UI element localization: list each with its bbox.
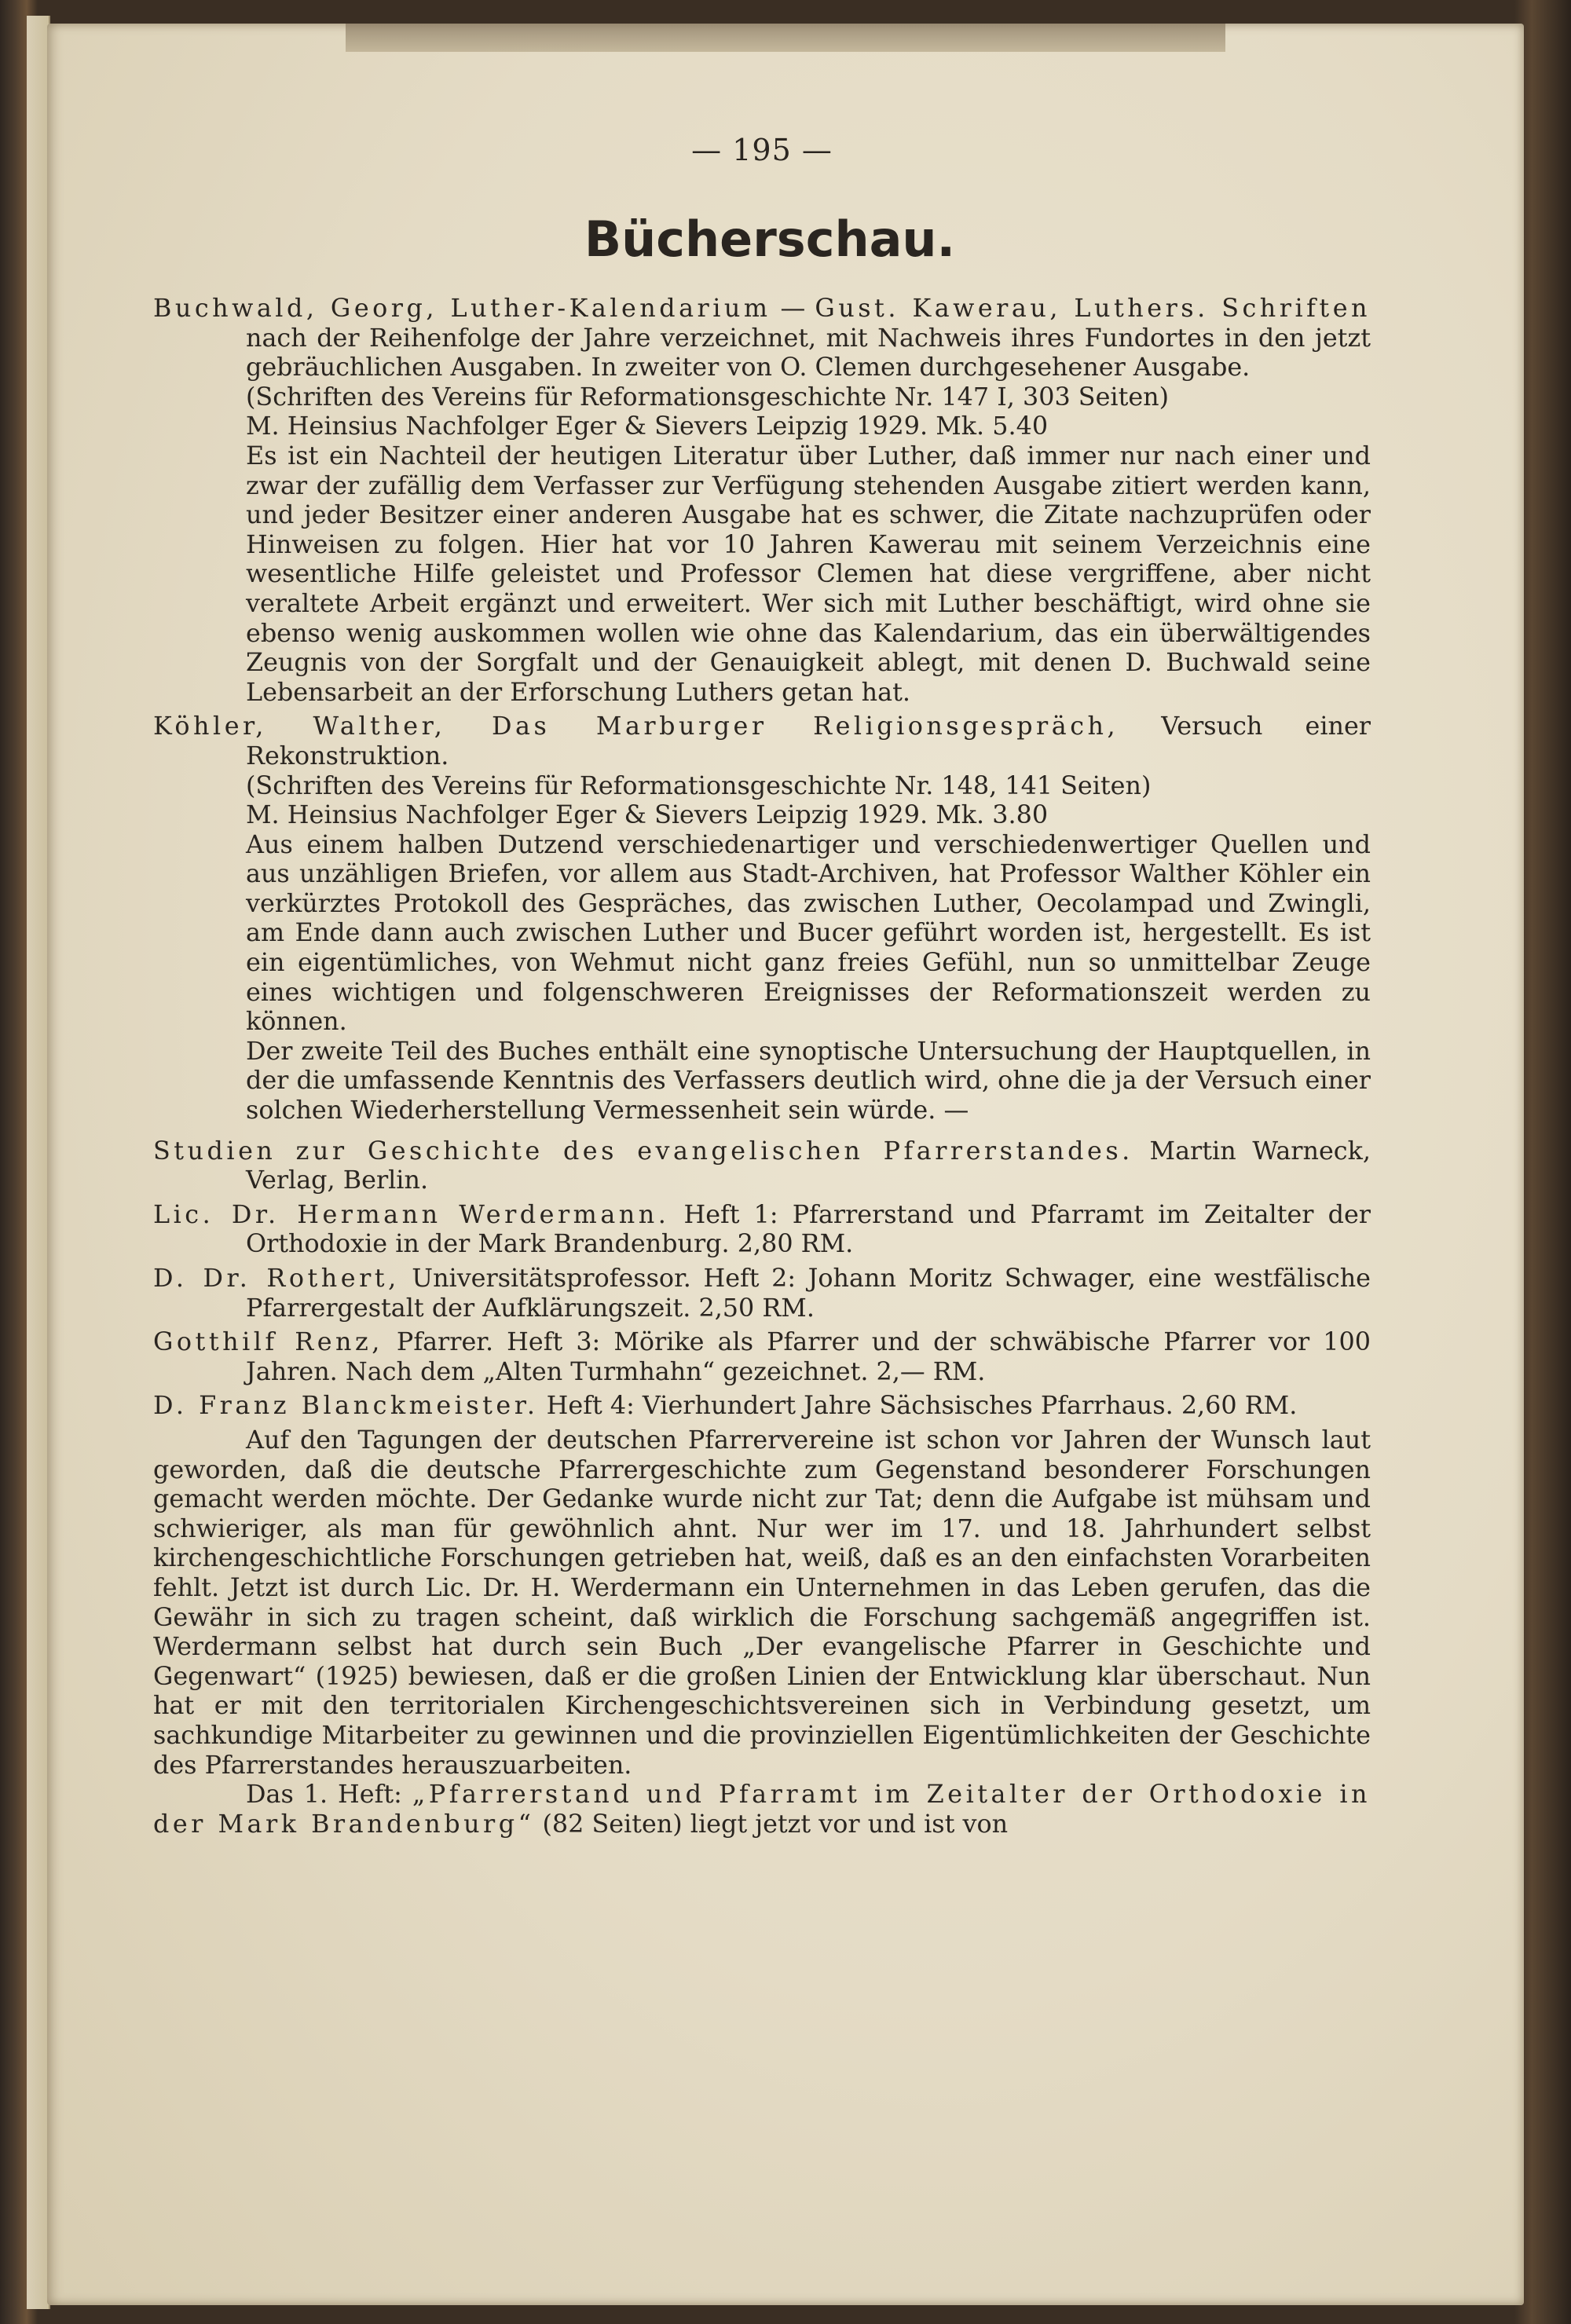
series-item-author: Lic. Dr. Hermann Werdermann. bbox=[153, 1199, 670, 1229]
series-publisher: Martin Warneck, Verlag, Berlin. bbox=[246, 1136, 1371, 1195]
review-series: (Schriften des Vereins für Reformationsgeschichte Nr. 148, 141 Seiten) bbox=[246, 770, 1152, 800]
series-item bbox=[153, 1264, 1371, 1323]
series-item-text: Pfarrer. Heft 3: Mörike als Pfarrer und der schwäbische Pfarrer vor 100 Jahren. Nach dem „Alten Turmhahn“ gezeichnet. 2,— RM. bbox=[246, 1327, 1371, 1386]
section-title: Bücherschau. bbox=[584, 210, 956, 268]
series-item-text: Heft 1: Pfarrerstand und Pfarramt im Zeitalter der Orthodoxie in der Mark Brandenburg. 2,80 RM. bbox=[246, 1199, 1371, 1259]
review-buchwald bbox=[153, 294, 1371, 707]
series-item bbox=[153, 1391, 1371, 1421]
review-dash: — bbox=[771, 294, 815, 323]
review-heading bbox=[153, 712, 1371, 770]
page-text bbox=[153, 134, 1371, 1839]
page-number: — 195 — bbox=[691, 133, 833, 167]
review-koehler bbox=[153, 712, 1371, 1125]
review-text: Aus einem halben Dutzend verschiedenartiger und verschiedenwertiger Quellen und aus unzähligen Briefen, vor allem aus Stadt-Archiven, hat Professor Walther Köhler ein verkürztes Protokoll des Gespräches, das zwischen Luther, Oecolampad und Zwingli, am Ende dann auch zwischen Luther und Bucer geführt worden ist, hergestellt. Es ist ein eigentümliches, von Wehmut nicht ganz freies Gefühl, nun so unmittelbar Zeuge eines wichtigen und folgenschweren Ereignisses der Reformationszeit werden zu können. bbox=[246, 829, 1371, 1037]
series-paragraph bbox=[153, 1780, 1371, 1839]
series-paragraph-title: „Pfarrerstand und Pfarramt im Zeitalter der Orthodoxie in der Mark Brandenburg“ bbox=[153, 1780, 1371, 1839]
review-text: Es ist ein Nachteil der heutigen Literatur über Luther, daß immer nur nach einer und zwar der zufällig dem Verfasser zur Verfügung stehenden Ausgabe zitiert werden kann, und jeder Besitzer einer anderen Ausgabe hat es schwer, die Zitate nachzuprüfen oder Hinweisen zu folgen. Hier hat vor 10 Jahren Kawerau mit seinem Verzeichnis eine wesentliche Hilfe geleistet und Professor Clemen hat diese vergriffene, aber nicht veraltete Arbeit ergänzt und erweitert. Wer sich mit Luther beschäftigt, wird ohne sie ebenso wenig auskommen wollen wie ohne das Kalendarium, das ein überwältigendes Zeugnis von der Sorgfalt und der Genauigkeit ablegt, mit denen D. Buchwald seine Lebensarbeit an der Erforschung Luthers getan hat. bbox=[246, 441, 1371, 707]
series-item bbox=[153, 1327, 1371, 1386]
series-title: Studien zur Geschichte des evangelischen Pfarrerstandes. bbox=[153, 1136, 1133, 1166]
review-author: Buchwald, Georg, Luther-Kalendarium bbox=[153, 294, 771, 323]
review-description: nach der Reihenfolge der Jahre verzeichnet, mit Nachweis ihres Fundortes in den jetzt gebräuchlichen Ausgaben. In zweiter von O. Clemen durchgesehener Ausgabe. bbox=[246, 323, 1371, 382]
series-item-text: Heft 4: Vierhundert Jahre Sächsisches Pfarrhaus. 2,60 RM. bbox=[538, 1391, 1298, 1421]
series-item-author: D. Dr. Rothert, bbox=[153, 1264, 400, 1293]
review-text: Der zweite Teil des Buches enthält eine synoptische Untersuchung der Hauptquellen, in der die umfassende Kenntnis des Verfassers deutlich wird, ohne die ja der Versuch einer solchen Wiederherstellung Vermessenheit sein würde. — bbox=[246, 1036, 1371, 1125]
series-paragraph: Auf den Tagungen der deutschen Pfarrervereine ist schon vor Jahren der Wunsch laut geworden, daß die deutsche Pfarrergeschichte zum Gegenstand besonderer Forschungen gemacht werden möchte. Der Gedanke wurde nicht zur Tat; denn die Aufgabe ist mühsam und schwieriger, als man für gewöhnlich ahnt. Nur wer im 17. und 18. Jahrhundert selbst kirchengeschichtliche Forschungen getrieben hat, weiß, daß es an den einfachsten Vorarbeiten fehlt. Jetzt ist durch Lic. Dr. H. Werdermann ein Unternehmen in das Leben gerufen, das die Gewähr in sich zu tragen scheint, daß wirklich die Forschung sachgemäß angegriffen ist. Werdermann selbst hat durch sein Buch „Der evangelische Pfarrer in Geschichte und Gegenwart“ (1925) bewiesen, daß er die großen Linien der Entwicklung klar überschaut. Nun hat er mit den territorialen Kirchengeschichtsvereinen sich in Verbindung gesetzt, um sachkundige Mitarbeiter zu gewinnen und die provinziellen Eigentümlichkeiten der Geschichte des Pfarrerstandes herauszuarbeiten. bbox=[153, 1425, 1371, 1780]
series-item-author: D. Franz Blanckmeister. bbox=[153, 1391, 539, 1421]
review-publisher: M. Heinsius Nachfolger Eger & Sievers Leipzig 1929. Mk. 5.40 bbox=[246, 412, 1049, 441]
review-subtitle: Gust. Kawerau, Luthers. Schriften bbox=[815, 294, 1371, 323]
series-block bbox=[153, 1136, 1371, 1839]
review-heading bbox=[153, 294, 1371, 382]
review-publisher: M. Heinsius Nachfolger Eger & Sievers Leipzig 1929. Mk. 3.80 bbox=[246, 800, 1049, 830]
series-item bbox=[153, 1200, 1371, 1259]
series-item-author: Gotthilf Renz, bbox=[153, 1327, 383, 1357]
series-paragraph-start: Das 1. Heft: bbox=[246, 1780, 412, 1810]
review-author: Köhler, Walther, Das Marburger Religionsgespräch, bbox=[153, 712, 1119, 741]
series-item-text: Universitätsprofessor. Heft 2: Johann Moritz Schwager, eine westfälische Pfarrergestalt der Aufklärungszeit. 2,50 RM. bbox=[246, 1264, 1371, 1323]
review-description: Versuch einer Rekonstruktion. bbox=[246, 712, 1371, 770]
review-series: (Schriften des Vereins für Reformationsgeschichte Nr. 147 I, 303 Seiten) bbox=[246, 382, 1170, 412]
series-heading bbox=[153, 1136, 1371, 1195]
page-top-edge bbox=[346, 24, 1225, 52]
series-paragraph-end: (82 Seiten) liegt jetzt vor und ist von bbox=[534, 1809, 1009, 1839]
